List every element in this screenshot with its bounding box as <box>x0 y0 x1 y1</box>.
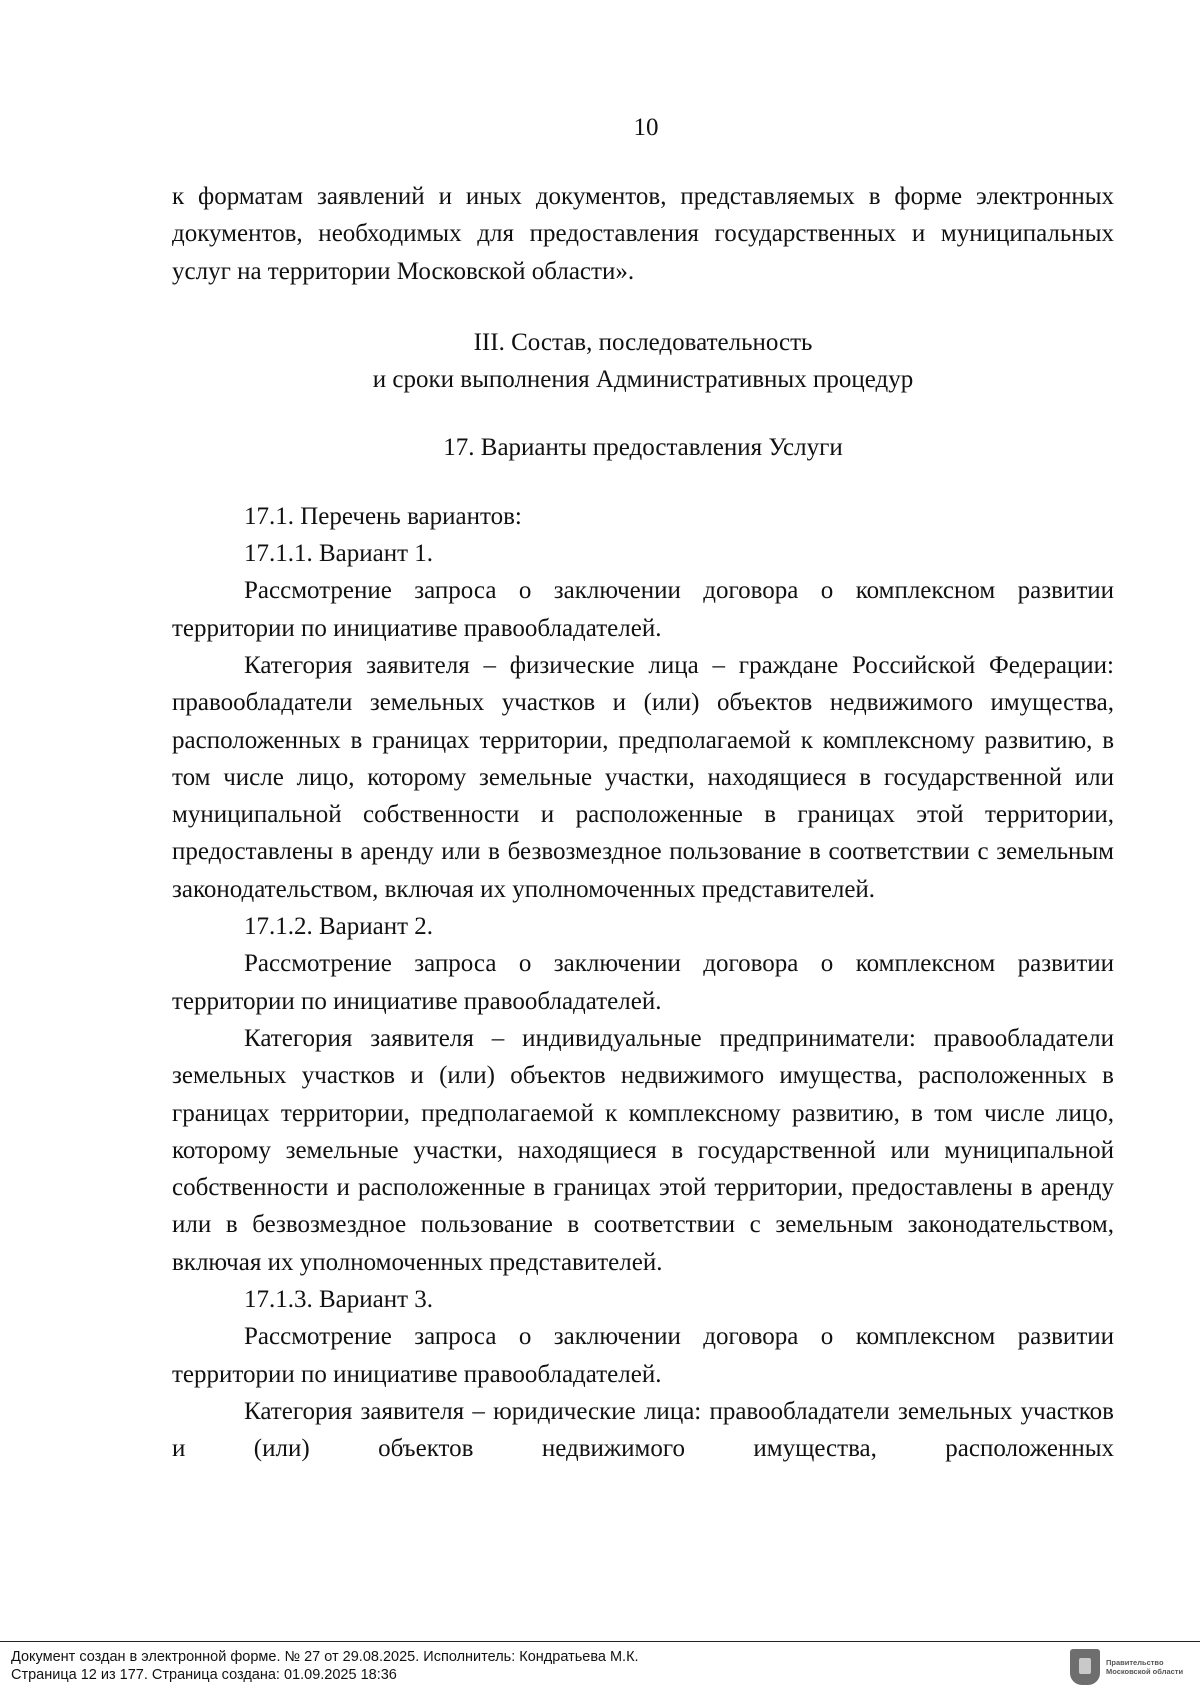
variant-1-label: 17.1.1. Вариант 1. <box>244 540 434 568</box>
variant-1-category: Категория заявителя – физические лица – граждане Российской Федерации: правообладатели земельных участков и (или) объектов недвижимого имущества, расположенных в границах территории, предполагаемой к комплексному развитию, в том числе лицо, которому земельные участки, находящиеся в государственной или муниципальной собственности и расположенные в границах этой территории, предоставлены в аренду или в безвозмездное пользование в соответствии с земельным законодательством, включая их уполномоченных представителей. <box>172 651 1114 903</box>
spacer <box>172 398 1114 429</box>
footer-info <box>11 1648 639 1684</box>
logo-line-1: Правительство <box>1106 1658 1164 1667</box>
variant-3-category: Категория заявителя – юридические лица: правообладатели земельных участков и (или) объектов недвижимого имущества, расположенных <box>172 1397 1114 1463</box>
document-body <box>172 178 1114 1468</box>
coat-of-arms-icon <box>1070 1649 1100 1685</box>
variant-2-category: Категория заявителя – индивидуальные предприниматели: правообладатели земельных участков и (или) объектов недвижимого имущества, расположенных в границах территории, предполагаемой к комплексному развитию, в том числе лицо, которому земельные участки, находящиеся в государственной или муниципальной собственности и расположенные в границах этой территории, предоставлены в аренду или в безвозмездное пользование в соответствии с земельным законодательством, включая их уполномоченных представителей. <box>172 1024 1114 1276</box>
footer-line-1: Документ создан в электронной форме. № 27 от 29.08.2025. Исполнитель: Кондратьева М.К. <box>11 1649 639 1665</box>
page-number: 10 <box>633 114 659 141</box>
footer-line-2: Страница 12 из 177. Страница создана: 01.09.2025 18:36 <box>11 1667 397 1683</box>
spacer <box>172 290 1114 324</box>
logo-text <box>1106 1658 1186 1676</box>
intro-paragraph: к форматам заявлений и иных документов, представляемых в форме электронных документов, необходимых для предоставления государственных и муниципальных услуг на территории Московской области». <box>172 183 1114 285</box>
document-footer <box>0 1641 1200 1699</box>
variant-2-label: 17.1.2. Вариант 2. <box>244 913 434 941</box>
logo-line-2: Московской области <box>1106 1667 1184 1676</box>
section-title-line1: III. Состав, последовательность <box>473 328 813 356</box>
variant-3-label: 17.1.3. Вариант 3. <box>244 1286 434 1314</box>
section-title-line2: и сроки выполнения Административных процедур <box>372 366 914 394</box>
government-logo <box>1070 1649 1186 1685</box>
subsection-title: 17. Варианты предоставления Услуги <box>443 434 843 462</box>
variant-2-description: Рассмотрение запроса о заключении договора о комплексном развитии территории по инициативе правообладателей. <box>172 950 1114 1015</box>
spacer <box>172 467 1114 498</box>
variants-list-heading: 17.1. Перечень вариантов: <box>244 502 522 530</box>
variant-3-description: Рассмотрение запроса о заключении договора о комплексном развитии территории по инициативе правообладателей. <box>172 1323 1114 1388</box>
variant-1-description: Рассмотрение запроса о заключении договора о комплексном развитии территории по инициативе правообладателей. <box>172 577 1114 642</box>
